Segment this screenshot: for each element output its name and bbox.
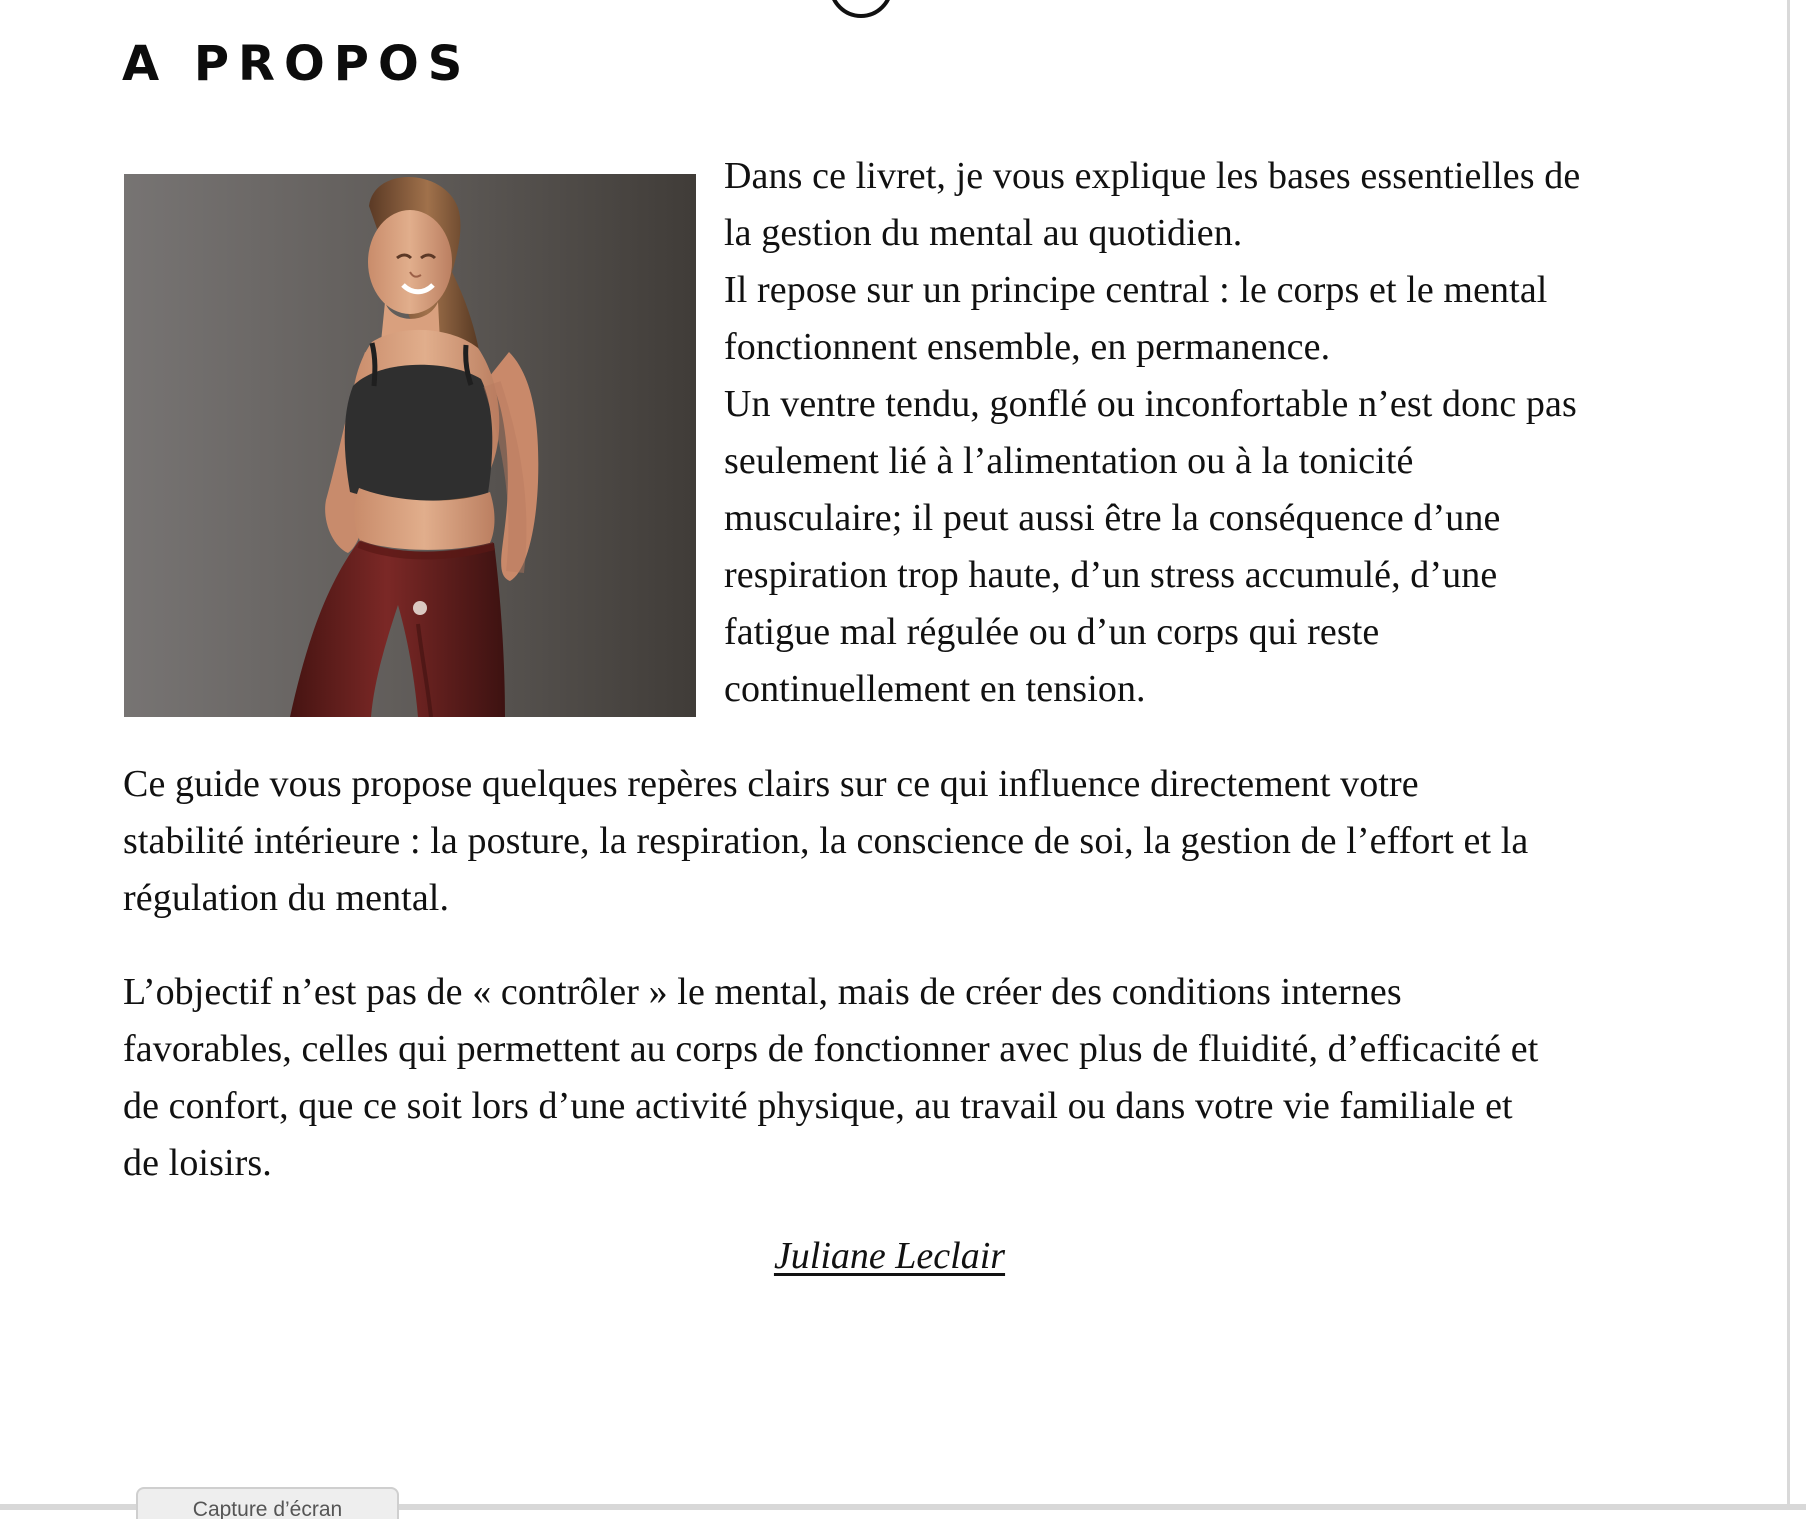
- author-photo: [124, 174, 696, 717]
- author-photo-illustration: [124, 174, 696, 717]
- author-signature: Juliane Leclair: [773, 1235, 1006, 1277]
- circle-icon: [829, 0, 893, 18]
- guide-paragraph: Ce guide vous propose quelques repères clairs sur ce qui influence directement votre stabilité intérieure : la posture, la respiration, la conscience de soi, la gestion de l’effort et la régulation du mental.: [123, 763, 1529, 919]
- objective-paragraph: L’objectif n’est pas de « contrôler » le mental, mais de créer des conditions internes favorables, celles qui permettent au corps de fonctionner avec plus de fluidité, d’efficacité et de confort, que ce soit lors d’une activité physique, au travail ou dans votre vie familiale et de loisirs.: [123, 971, 1539, 1184]
- screenshot-tab[interactable]: [136, 1487, 399, 1519]
- intro-paragraph: Dans ce livret, je vous explique les bases essentielles de la gestion du mental au quotidien. Il repose sur un principe central : le corps et le mental fonctionnent ensemble, en permanence. Un ventre tendu, gonflé ou inconfortable n’est donc pas seulement lié à l’alimentation ou à la tonicité musculaire; il peut aussi être la conséquence d’une respiration trop haute, d’un stress accumulé, d’une fatigue mal régulée ou d’un corps qui reste continuellement en tension.: [724, 155, 1581, 710]
- screenshot-tab-label: Capture d’écran: [192, 1498, 343, 1519]
- page-title: A PROPOS: [122, 36, 472, 92]
- page-right-rule: [1787, 0, 1806, 1510]
